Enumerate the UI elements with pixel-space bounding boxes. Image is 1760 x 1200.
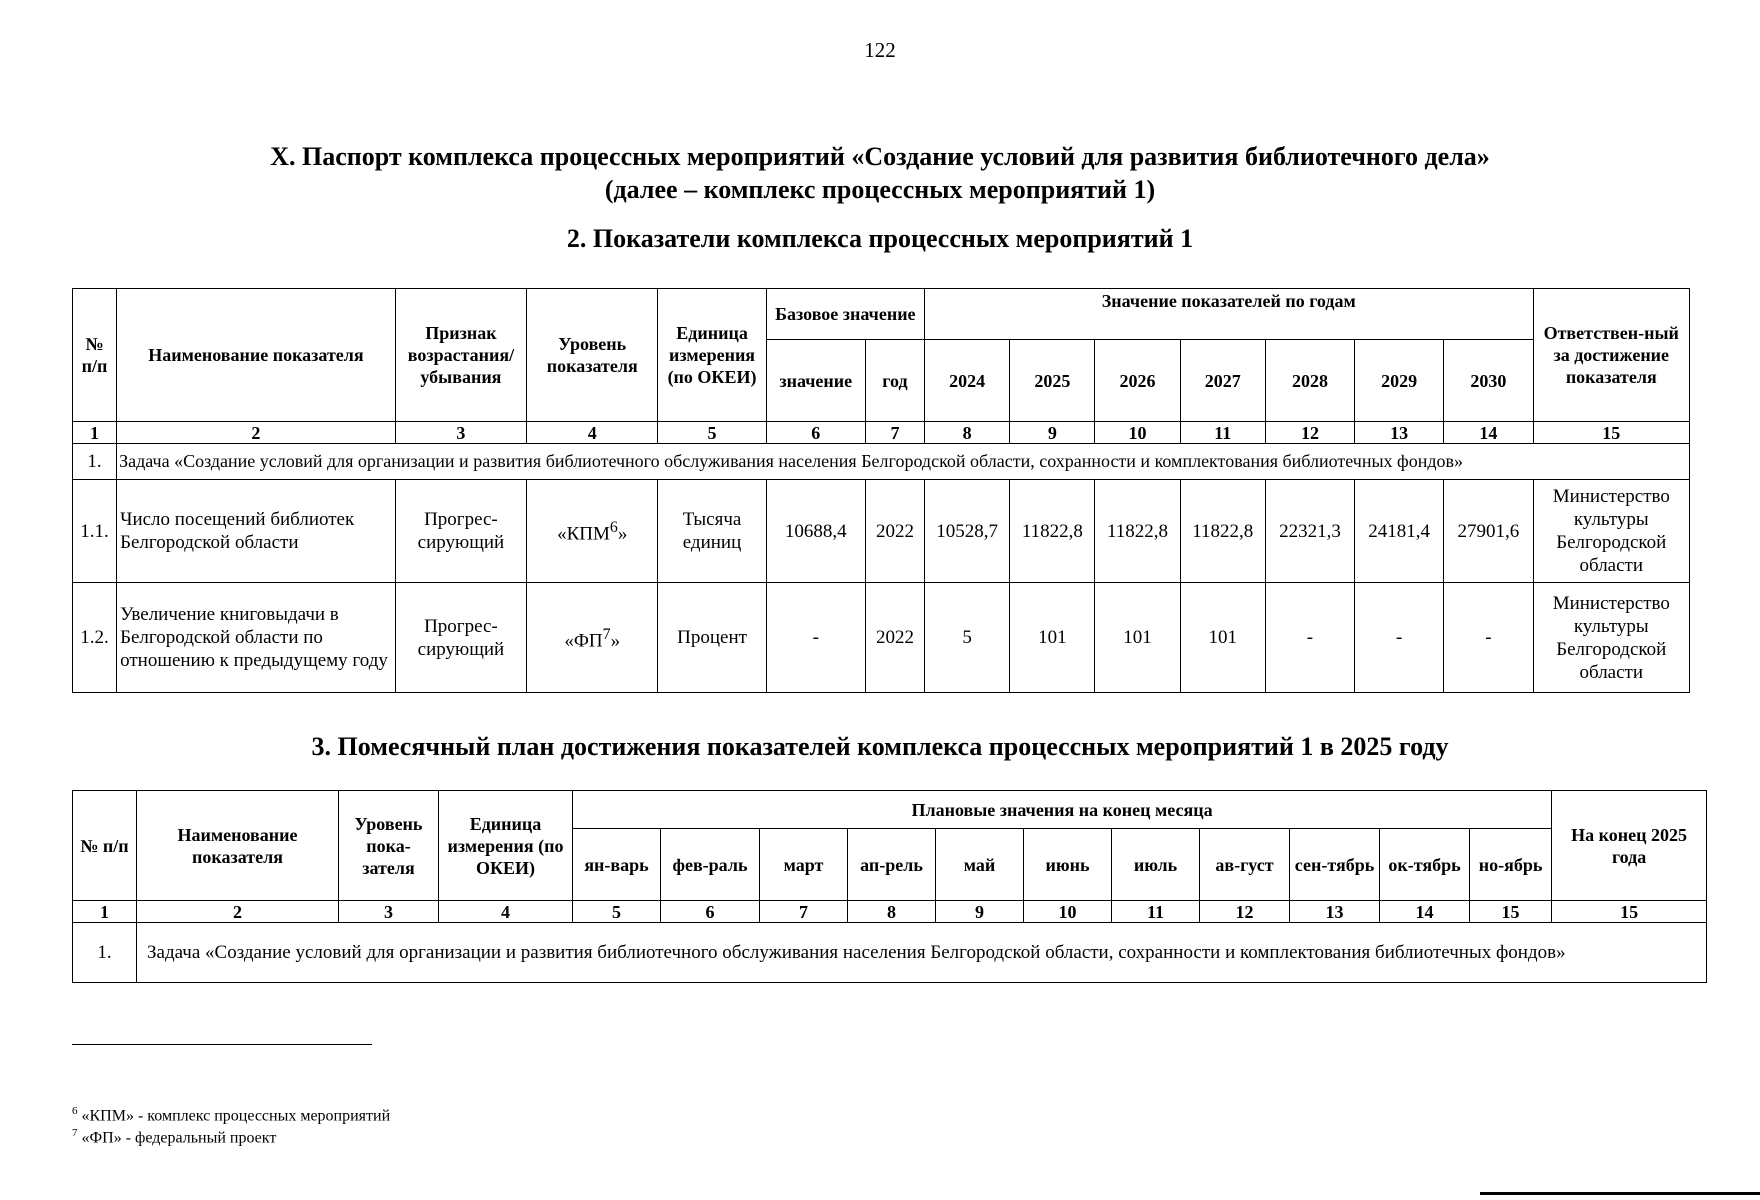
header-name: Наименование показателя [137, 791, 339, 901]
row-value: - [1444, 583, 1533, 693]
task-num: 1. [73, 923, 137, 983]
document-heading [0, 140, 1760, 206]
row-sign: Прогрес-сирующий [395, 480, 526, 583]
row-value: 101 [1010, 583, 1095, 693]
header-year-end: На конец 2025 года [1552, 791, 1707, 901]
row-value: 11822,8 [1180, 480, 1265, 583]
row-responsible: Министерство культуры Белгородской области [1533, 480, 1689, 583]
row-base-year: 2022 [865, 583, 924, 693]
footnote-7 [72, 1127, 276, 1147]
heading-line-2: (далее – комплекс процессных мероприятий 1) [604, 175, 1156, 204]
header-month: ап-рель [848, 829, 936, 901]
column-number: 13 [1290, 901, 1380, 923]
header-level: Уровень пока-зателя [339, 791, 439, 901]
header-month: ок-тябрь [1380, 829, 1470, 901]
column-number: 3 [395, 422, 526, 444]
row-value: 22321,3 [1265, 480, 1354, 583]
header-base-year: год [865, 340, 924, 422]
header-month: июль [1112, 829, 1200, 901]
column-number: 14 [1380, 901, 1470, 923]
row-value: 5 [925, 583, 1010, 693]
header-month: ав-густ [1200, 829, 1290, 901]
section-2-title: 2. Показатели комплекса процессных мероприятий 1 [566, 224, 1194, 253]
header-base-value: значение [766, 340, 865, 422]
header-month: май [936, 829, 1024, 901]
header-year: 2026 [1095, 340, 1180, 422]
column-number: 11 [1112, 901, 1200, 923]
row-value: - [1355, 583, 1444, 693]
level-text: «КПМ [557, 523, 610, 545]
header-level: Уровень показателя [527, 289, 658, 422]
section-3-title: 3. Помесячный план достижения показателей комплекса процессных мероприятий 1 в 2025 году [311, 732, 1449, 761]
row-sign: Прогрес-сирующий [395, 583, 526, 693]
row-responsible: Министерство культуры Белгородской области [1533, 583, 1689, 693]
header-unit: Единица измерения (по ОКЕИ) [658, 289, 766, 422]
column-number: 5 [573, 901, 661, 923]
column-number: 1 [73, 422, 117, 444]
row-name: Число посещений библиотек Белгородской области [117, 480, 396, 583]
header-month: июнь [1024, 829, 1112, 901]
footnote-ref: 7 [602, 625, 611, 643]
row-value: 10528,7 [925, 480, 1010, 583]
column-number: 4 [527, 422, 658, 444]
column-number: 11 [1180, 422, 1265, 444]
column-number: 4 [439, 901, 573, 923]
row-value: 101 [1095, 583, 1180, 693]
column-number: 15 [1552, 901, 1707, 923]
row-num: 1.2. [73, 583, 117, 693]
header-sign: Признак возрастания/ убывания [395, 289, 526, 422]
footnote-text: «КПМ» - комплекс процессных мероприятий [77, 1107, 391, 1125]
row-value: 24181,4 [1355, 480, 1444, 583]
header-base: Базовое значение [766, 289, 924, 340]
level-close: » [610, 630, 621, 652]
column-number: 6 [766, 422, 865, 444]
task-row [73, 923, 1707, 983]
header-month: сен-тябрь [1290, 829, 1380, 901]
header-year: 2028 [1265, 340, 1354, 422]
monthly-plan-table [72, 790, 1707, 983]
row-value: 101 [1180, 583, 1265, 693]
column-number: 12 [1265, 422, 1354, 444]
row-value: 11822,8 [1095, 480, 1180, 583]
column-number: 10 [1095, 422, 1180, 444]
row-num: 1.1. [73, 480, 117, 583]
level-text: «ФП [564, 630, 603, 652]
row-base-year: 2022 [865, 480, 924, 583]
column-number: 2 [137, 901, 339, 923]
row-base-value: 10688,4 [766, 480, 865, 583]
row-level [527, 480, 658, 583]
table-row [73, 480, 1690, 583]
task-text: Задача «Создание условий для организации и развития библиотечного обслуживания населения Белгородской области, сохранности и комплектования библиотечных фондов» [137, 923, 1707, 983]
column-number: 9 [1010, 422, 1095, 444]
row-unit: Процент [658, 583, 766, 693]
header-unit: Единица измерения (по ОКЕИ) [439, 791, 573, 901]
column-number: 2 [117, 422, 396, 444]
column-number: 14 [1444, 422, 1533, 444]
column-number: 7 [865, 422, 924, 444]
column-number: 15 [1533, 422, 1689, 444]
level-close: » [617, 523, 628, 545]
header-year: 2030 [1444, 340, 1533, 422]
table-row [73, 583, 1690, 693]
row-value: 11822,8 [1010, 480, 1095, 583]
column-number: 12 [1200, 901, 1290, 923]
footnote-text: «ФП» - федеральный проект [77, 1129, 277, 1147]
column-number: 8 [848, 901, 936, 923]
header-years-group: Значение показателей по годам [925, 289, 1534, 340]
column-number: 6 [661, 901, 760, 923]
header-year: 2027 [1180, 340, 1265, 422]
column-numbers-row [73, 422, 1690, 444]
page-number: 122 [864, 38, 896, 62]
row-name: Увеличение книговыдачи в Белгородской области по отношению к предыдущему году [117, 583, 396, 693]
column-numbers-row [73, 901, 1707, 923]
task-row [73, 444, 1690, 480]
header-year: 2025 [1010, 340, 1095, 422]
header-month: но-ябрь [1470, 829, 1552, 901]
column-number: 15 [1470, 901, 1552, 923]
header-name: Наименование показателя [117, 289, 396, 422]
column-number: 8 [925, 422, 1010, 444]
header-year: 2029 [1355, 340, 1444, 422]
header-month: фев-раль [661, 829, 760, 901]
header-responsible: Ответствен-ный за достижение показателя [1533, 289, 1689, 422]
row-value: - [1265, 583, 1354, 693]
footnote-6 [72, 1105, 390, 1125]
indicators-table [72, 288, 1690, 693]
column-number: 10 [1024, 901, 1112, 923]
row-base-value: - [766, 583, 865, 693]
column-number: 3 [339, 901, 439, 923]
row-value: 27901,6 [1444, 480, 1533, 583]
row-unit: Тысяча единиц [658, 480, 766, 583]
page-edge-rule [1480, 1192, 1760, 1195]
footnote-ref: 6 [609, 519, 618, 537]
footnote-mark: 7 [72, 1127, 78, 1139]
column-number: 5 [658, 422, 766, 444]
column-number: 1 [73, 901, 137, 923]
task-num: 1. [73, 444, 117, 480]
header-month: ян-варь [573, 829, 661, 901]
header-months-group: Плановые значения на конец месяца [573, 791, 1552, 829]
header-num: № п/п [73, 289, 117, 422]
column-number: 13 [1355, 422, 1444, 444]
column-number: 9 [936, 901, 1024, 923]
footnote-mark: 6 [72, 1105, 78, 1117]
column-number: 7 [760, 901, 848, 923]
header-year: 2024 [925, 340, 1010, 422]
task-text: Задача «Создание условий для организации и развития библиотечного обслуживания населения Белгородской области, сохранности и комплектования библиотечных фондов» [117, 444, 1690, 480]
row-level [527, 583, 658, 693]
header-month: март [760, 829, 848, 901]
header-num: № п/п [73, 791, 137, 901]
footnote-separator [72, 1044, 372, 1045]
heading-line-1: X. Паспорт комплекса процессных мероприятий «Создание условий для развития библиотечного дела» [270, 142, 1490, 171]
